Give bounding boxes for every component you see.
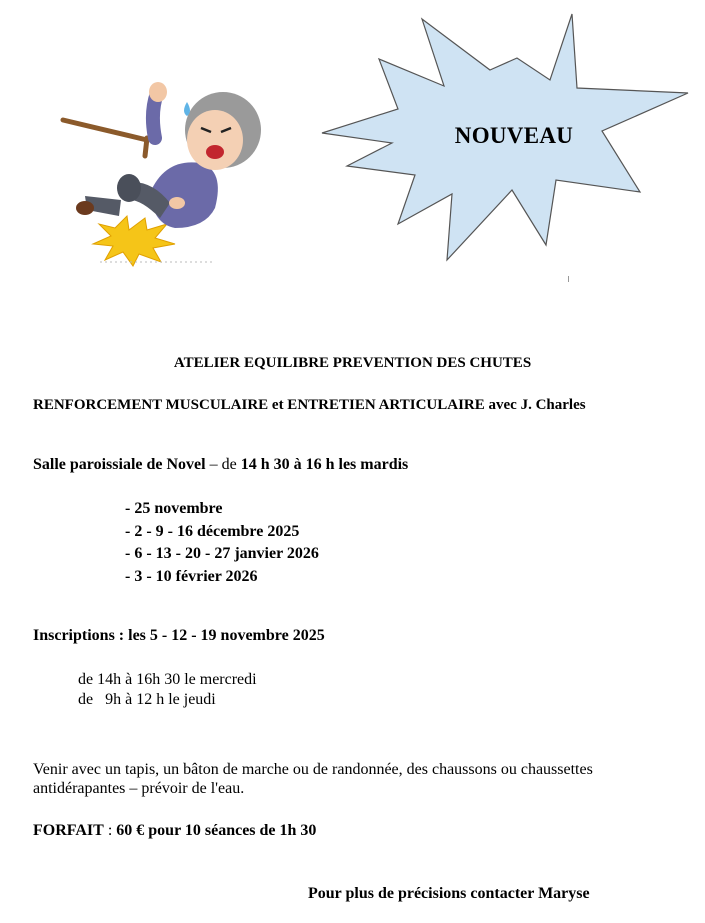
falling-person-illustration: [55, 78, 285, 268]
nouveau-label: NOUVEAU: [454, 122, 574, 148]
impact-burst-icon: [93, 216, 175, 266]
cane-icon: [63, 120, 147, 140]
registration-hours-item: de 14h à 16h 30 le mercredi: [78, 671, 257, 688]
session-date-item: - 25 novembre: [125, 500, 223, 517]
venue-line: [33, 456, 408, 474]
venue-time: 14 h 30 à 16 h les mardis: [240, 456, 409, 473]
session-date-item: - 6 - 13 - 20 - 27 janvier 2026: [125, 545, 319, 562]
registration-hours-item: de 9h à 12 h le jeudi: [78, 691, 216, 708]
stray-mark: [568, 276, 569, 282]
session-date-item: - 2 - 9 - 16 décembre 2025: [125, 522, 300, 540]
venue-place: Salle paroissiale de Novel: [33, 456, 206, 473]
workshop-subtitle: RENFORCEMENT MUSCULAIRE et ENTRETIEN ARTICULAIRE avec J. Charles: [33, 397, 586, 413]
registration-title: Inscriptions : les 5 - 12 - 19 novembre 2025: [33, 627, 325, 644]
contact-line: Pour plus de précisions contacter Maryse: [308, 885, 590, 902]
price-value: 60 € pour 10 séances de 1h 30: [116, 822, 317, 839]
price-line: [33, 822, 316, 840]
venue-connector: – de: [205, 456, 241, 473]
price-separator: :: [103, 822, 117, 839]
price-label: FORFAIT: [33, 822, 104, 839]
registration-hours-list: [78, 670, 257, 710]
session-dates-list: [125, 498, 319, 588]
workshop-title: ATELIER EQUILIBRE PREVENTION DES CHUTES: [173, 355, 532, 371]
session-date-item: - 3 - 10 février 2026: [125, 567, 258, 585]
equipment-note: Venir avec un tapis, un bâton de marche ou de randonnée, des chaussons ou chaussettes antidérapantes – prévoir de l'eau.: [33, 761, 593, 797]
nouveau-badge: [318, 10, 690, 265]
